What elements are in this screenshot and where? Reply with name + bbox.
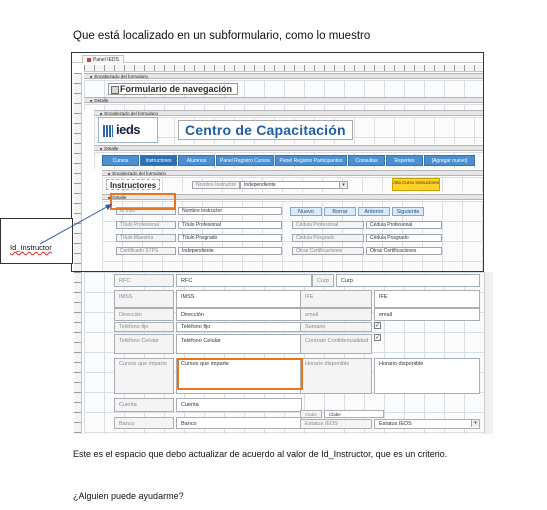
curp-field[interactable]: Curp (336, 274, 480, 287)
cedula-posgrado-field[interactable]: Cédula Posgrado (366, 234, 442, 242)
cedula-profesional-label: Cédula Profesional (292, 221, 364, 229)
rfc-field[interactable]: RFC (176, 274, 312, 287)
anterior-button[interactable]: Anterior (358, 207, 390, 216)
cursos-que-imparte-label: Cursos que imparte (114, 358, 174, 394)
tab-agregar-nuevo[interactable]: [Agregar nuevo] (424, 155, 475, 166)
contrato-confidencialidad-label: Contrato Confidencialidad (300, 334, 372, 354)
navigation-tabs (102, 155, 475, 166)
contrato-checkbox[interactable]: ✓ (375, 335, 381, 341)
titulo-posgrado-field[interactable]: Título Posgrado (178, 234, 282, 242)
email-label: email (300, 308, 372, 321)
siguiente-button[interactable]: Siguiente (392, 207, 424, 216)
nuevo-button[interactable]: Nuevo (290, 207, 322, 216)
banco-field[interactable]: Banco (176, 417, 302, 429)
form-continuation-screenshot (84, 272, 484, 434)
ieds-logo-icon (103, 125, 113, 137)
id-instr-label: Id Instr (116, 207, 176, 215)
telefono-fijo-field[interactable]: Teléfono fijo (176, 322, 302, 332)
imss-label: IMSS (114, 290, 174, 308)
subform-header-bar[interactable]: ■ Encabezado del formulario (94, 110, 483, 116)
cursos-que-imparte-field[interactable]: Cursos que imparte (176, 358, 302, 394)
telefono-celular-field[interactable]: Teléfono Celular (176, 334, 302, 354)
cuenta-field[interactable]: Cuenta (176, 398, 302, 412)
sumario-checkbox[interactable]: ✓ (375, 323, 381, 329)
callout-label: Id_Instructor (10, 243, 52, 252)
estatus-label: Estatus IEDS (300, 419, 372, 429)
ieds-logo: ieds (98, 117, 158, 143)
navigation-form-title[interactable]: Formulario de navegación (108, 83, 238, 95)
document-tab[interactable]: Panel IEDS (82, 55, 124, 63)
estatus-combo[interactable]: Estatus IEDS ▾ (374, 419, 480, 429)
tab-panel-registro-participantes[interactable]: Panel Registro Participantes (275, 155, 347, 166)
tab-panel-registro-cursos[interactable]: Panel Registro Cursos (216, 155, 274, 166)
document-tab-bar (72, 53, 483, 63)
name-combo[interactable]: Independiente ▾ (240, 181, 348, 189)
subform-header-area (94, 117, 483, 144)
tab-alumnos[interactable]: Alumnos (178, 155, 215, 166)
otras-certificaciones-field[interactable]: Otras Certificaciones (366, 247, 442, 255)
form-icon (87, 58, 91, 62)
alta-curso-button[interactable]: Alta Curso Instructores (392, 178, 440, 191)
independiente-field[interactable]: Independiente (178, 247, 282, 255)
instructors-detail-area (102, 201, 483, 272)
ife-field[interactable]: IFE (374, 290, 480, 308)
question-text: ¿Alguien puede ayudarme? (73, 491, 184, 501)
nombre-instructor-field[interactable]: Nombre Instructor (178, 207, 282, 215)
ife-label: IFE (300, 290, 372, 308)
sumario-label: Sumario (300, 322, 372, 332)
clabe-field[interactable]: Clabe (324, 410, 384, 418)
callout-pointer (40, 198, 120, 248)
form-header-area (84, 80, 483, 97)
instructors-title[interactable]: Instructores (106, 179, 160, 190)
banco-label: Banco (114, 417, 174, 429)
detail-bar[interactable]: ■ Detalle (84, 97, 483, 103)
tab-cursos[interactable]: Cursos (102, 155, 139, 166)
otras-certificaciones-label: Otras Certificaciones (292, 247, 364, 255)
highlight-box-cursos (177, 358, 303, 390)
email-field[interactable]: email (374, 308, 480, 321)
tab-consultas[interactable]: Consultas (348, 155, 385, 166)
tabs-area (94, 152, 483, 169)
telefono-fijo-label: Teléfono fijo (114, 322, 174, 332)
center-title: Centro de Capacitación (178, 120, 353, 140)
borrar-button[interactable]: Borrar (324, 207, 356, 216)
certificado-stps-label: Certificado STPS (116, 247, 176, 255)
scrollbar-strip[interactable] (484, 272, 493, 434)
intro-text: Que está localizado en un subformulario, como lo muestro (73, 30, 371, 42)
explanation-text: Este es el espacio que debo actualizar de acuerdo al valor de Id_Instructor, que es un criterio. (73, 449, 448, 459)
name-combo-label: Nombre Instructor (192, 181, 240, 189)
subform-detail-bar[interactable]: ■ Detalle (94, 145, 483, 151)
tab-reportes[interactable]: Reportes (386, 155, 423, 166)
cedula-posgrado-label: Cédula Posgrado (292, 234, 364, 242)
titulo-profesional-field[interactable]: Título Profesional (178, 221, 282, 229)
telefono-celular-label: Teléfono Celular (114, 334, 174, 354)
horario-disponible-label: Horario disponible (300, 358, 372, 394)
rfc-label: RFC (114, 274, 174, 287)
titulo-profesional-label: Título Profesional (116, 221, 176, 229)
tab-instructores[interactable]: Instructores (140, 155, 177, 166)
curp-label: Curp (312, 274, 334, 287)
instructors-detail-bar[interactable]: ■ Detalle (102, 194, 483, 200)
direccion-label: Dirección (114, 308, 174, 321)
clabe-label: Clabe (300, 410, 322, 418)
form-header-bar[interactable]: ■ Encabezado del formulario (84, 73, 483, 79)
titulo-maestria-label: Título Maestría (116, 234, 176, 242)
instructors-header-area (102, 177, 483, 193)
horizontal-ruler (84, 65, 483, 72)
cuenta-label: Cuenta (114, 398, 174, 412)
direccion-field[interactable]: Dirección (176, 308, 302, 321)
horario-disponible-field[interactable]: Horario disponible (374, 358, 480, 394)
imss-field[interactable]: IMSS (176, 290, 302, 308)
cedula-profesional-field[interactable]: Cédula Profesional (366, 221, 442, 229)
instructors-header-bar[interactable]: ■ Encabezado del formulario (102, 170, 483, 176)
vertical-ruler-continuation (74, 272, 82, 434)
design-view-screenshot (71, 52, 484, 272)
